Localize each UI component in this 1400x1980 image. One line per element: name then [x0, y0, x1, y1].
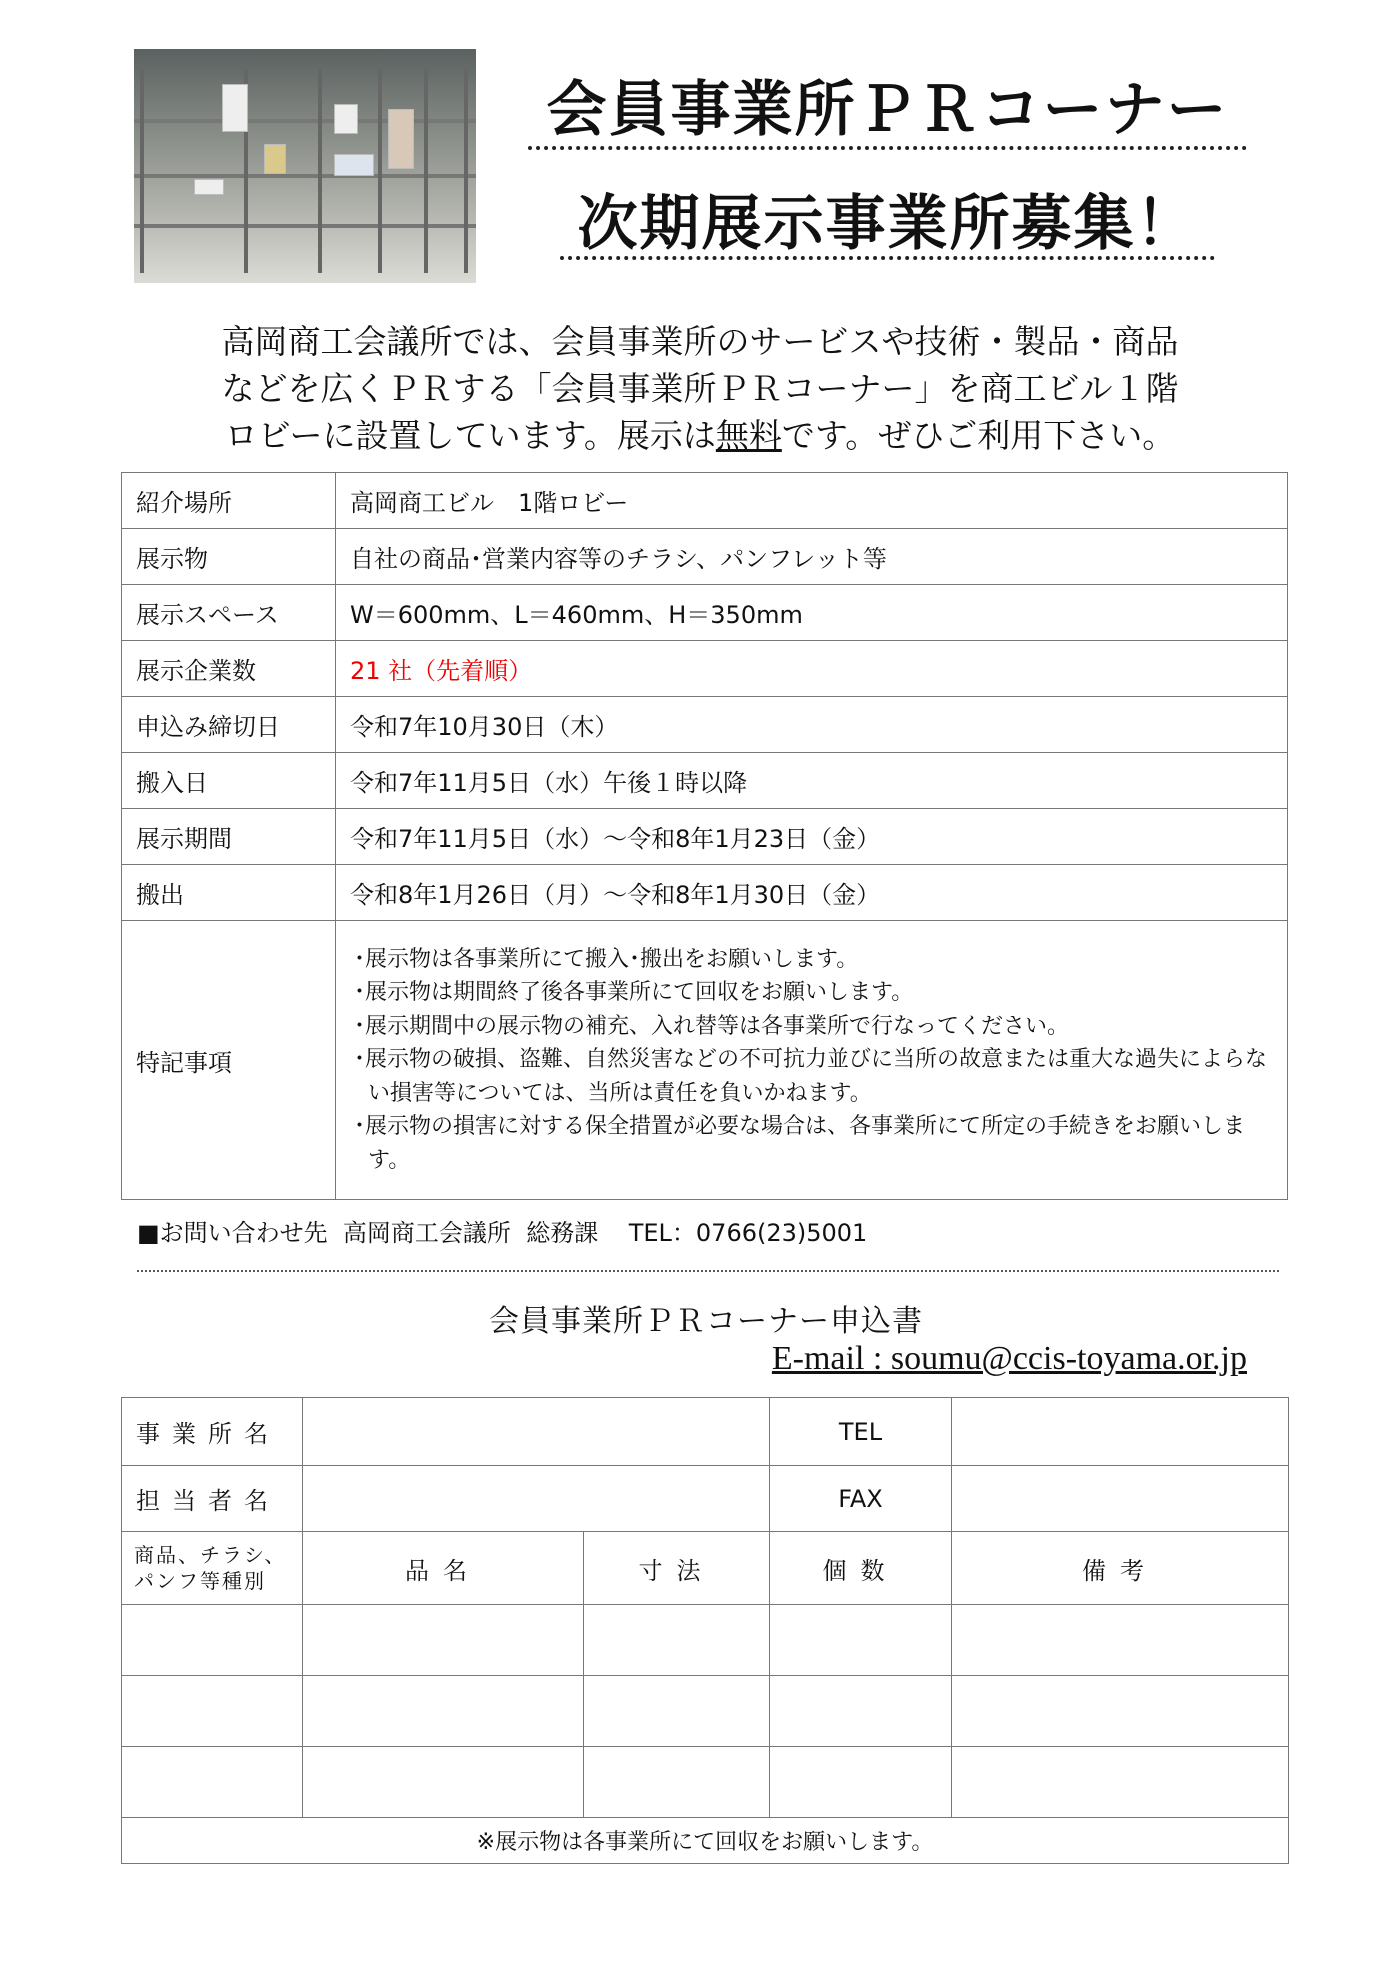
row-label: 展示企業数 [122, 641, 336, 697]
cut-line [137, 1270, 1279, 1272]
table-row [122, 585, 1288, 641]
input-cell[interactable] [303, 1747, 584, 1818]
row-value: 令和8年1月26日（月）～令和8年1月30日（金） [336, 865, 1288, 921]
business-name-field[interactable] [303, 1398, 770, 1466]
input-cell[interactable] [584, 1747, 770, 1818]
intro-line [150, 412, 1250, 459]
row-value: W＝600mm、L＝460mm、H＝350mm [336, 585, 1288, 641]
input-cell[interactable] [584, 1605, 770, 1676]
input-cell[interactable] [952, 1605, 1289, 1676]
note-item: ･展示物は各事業所にて搬入･搬出をお願いします。 [354, 946, 859, 972]
note-item: ･展示物は期間終了後各事業所にて回収をお願いします。 [354, 980, 914, 1006]
application-form [121, 1397, 1289, 1864]
fax-field[interactable] [952, 1466, 1289, 1532]
input-cell[interactable] [770, 1747, 952, 1818]
input-cell[interactable] [303, 1605, 584, 1676]
intro-text: です。ぜひご利用下さい。 [781, 416, 1176, 455]
tel-field[interactable] [952, 1398, 1289, 1466]
col-size: 寸法 [584, 1532, 770, 1605]
table-row [122, 865, 1288, 921]
input-cell[interactable] [122, 1676, 303, 1747]
row-value: 令和7年11月5日（水）午後１時以降 [336, 753, 1288, 809]
row-value: 自社の商品･営業内容等のチラシ、パンフレット等 [336, 529, 1288, 585]
tel-label: TEL [770, 1398, 952, 1466]
col-type: 商品、チラシ、パンフ等種別 [122, 1532, 303, 1605]
form-row [122, 1605, 1289, 1676]
input-cell[interactable] [770, 1676, 952, 1747]
intro-paragraph [150, 318, 1250, 459]
table-row [122, 809, 1288, 865]
note-item: ･展示物の損害に対する保全措置が必要な場合は、各事業所にて所定の手続きをお願いします。 [354, 1114, 1246, 1173]
contact-info: ■お問い合わせ先 高岡商工会議所 総務課 TEL：0766(23)5001 [137, 1219, 868, 1247]
row-label: 搬出 [122, 865, 336, 921]
page-title: 会員事業所ＰＲコーナー [546, 75, 1229, 145]
table-row [122, 697, 1288, 753]
form-row [122, 1747, 1289, 1818]
form-row [122, 1676, 1289, 1747]
row-label: 特記事項 [122, 921, 336, 1200]
input-cell[interactable] [952, 1676, 1289, 1747]
input-cell[interactable] [122, 1747, 303, 1818]
table-row [122, 529, 1288, 585]
input-cell[interactable] [584, 1676, 770, 1747]
intro-line: 高岡商工会議所では、会員事業所のサービスや技術・製品・商品 [221, 322, 1179, 361]
person-field[interactable] [303, 1466, 770, 1532]
business-name-label: 事業所名 [122, 1398, 303, 1466]
notes-list [336, 921, 1288, 1200]
input-cell[interactable] [770, 1605, 952, 1676]
page-subtitle: 次期展示事業所募集！ [577, 189, 1198, 259]
input-cell[interactable] [952, 1747, 1289, 1818]
row-value: 高岡商工ビル 1階ロビー [336, 473, 1288, 529]
info-table [121, 472, 1288, 1200]
title-underline [528, 146, 1247, 150]
table-row [122, 641, 1288, 697]
row-value: 令和7年11月5日（水）～令和8年1月23日（金） [336, 809, 1288, 865]
row-label: 展示スペース [122, 585, 336, 641]
person-label: 担当者名 [122, 1466, 303, 1532]
row-label: 展示期間 [122, 809, 336, 865]
display-shelves-photo [134, 49, 476, 283]
free-emphasis: 無料 [715, 416, 782, 455]
intro-text: ロビーに設置しています。展示は [224, 416, 716, 455]
note-item: ･展示物の破損、盗難、自然災害などの不可抗力並びに当所の故意または重大な過失によらない損害等については、当所は責任を負いかねます。 [354, 1047, 1268, 1106]
table-row [122, 753, 1288, 809]
form-footer-note: ※展示物は各事業所にて回収をお願いします。 [122, 1818, 1289, 1864]
table-row [122, 473, 1288, 529]
intro-line: などを広くＰＲする「会員事業所ＰＲコーナー」を商工ビル１階 [221, 369, 1179, 408]
row-label: 搬入日 [122, 753, 336, 809]
fax-label: FAX [770, 1466, 952, 1532]
row-label: 申込み締切日 [122, 697, 336, 753]
row-label: 紹介場所 [122, 473, 336, 529]
row-value: 21 社（先着順） [336, 641, 1288, 697]
form-title: 会員事業所ＰＲコーナー申込書 [489, 1304, 923, 1339]
note-item: ･展示期間中の展示物の補充、入れ替等は各事業所で行なってください。 [354, 1013, 1070, 1039]
subtitle-underline [560, 256, 1215, 260]
table-row [122, 921, 1288, 1200]
row-label: 展示物 [122, 529, 336, 585]
email-link[interactable]: E-mail : soumu@ccis-toyama.or.jp [771, 1340, 1247, 1377]
input-cell[interactable] [122, 1605, 303, 1676]
col-name: 品名 [303, 1532, 584, 1605]
row-value: 令和7年10月30日（木） [336, 697, 1288, 753]
input-cell[interactable] [303, 1676, 584, 1747]
col-notes: 備考 [952, 1532, 1289, 1605]
col-qty: 個数 [770, 1532, 952, 1605]
